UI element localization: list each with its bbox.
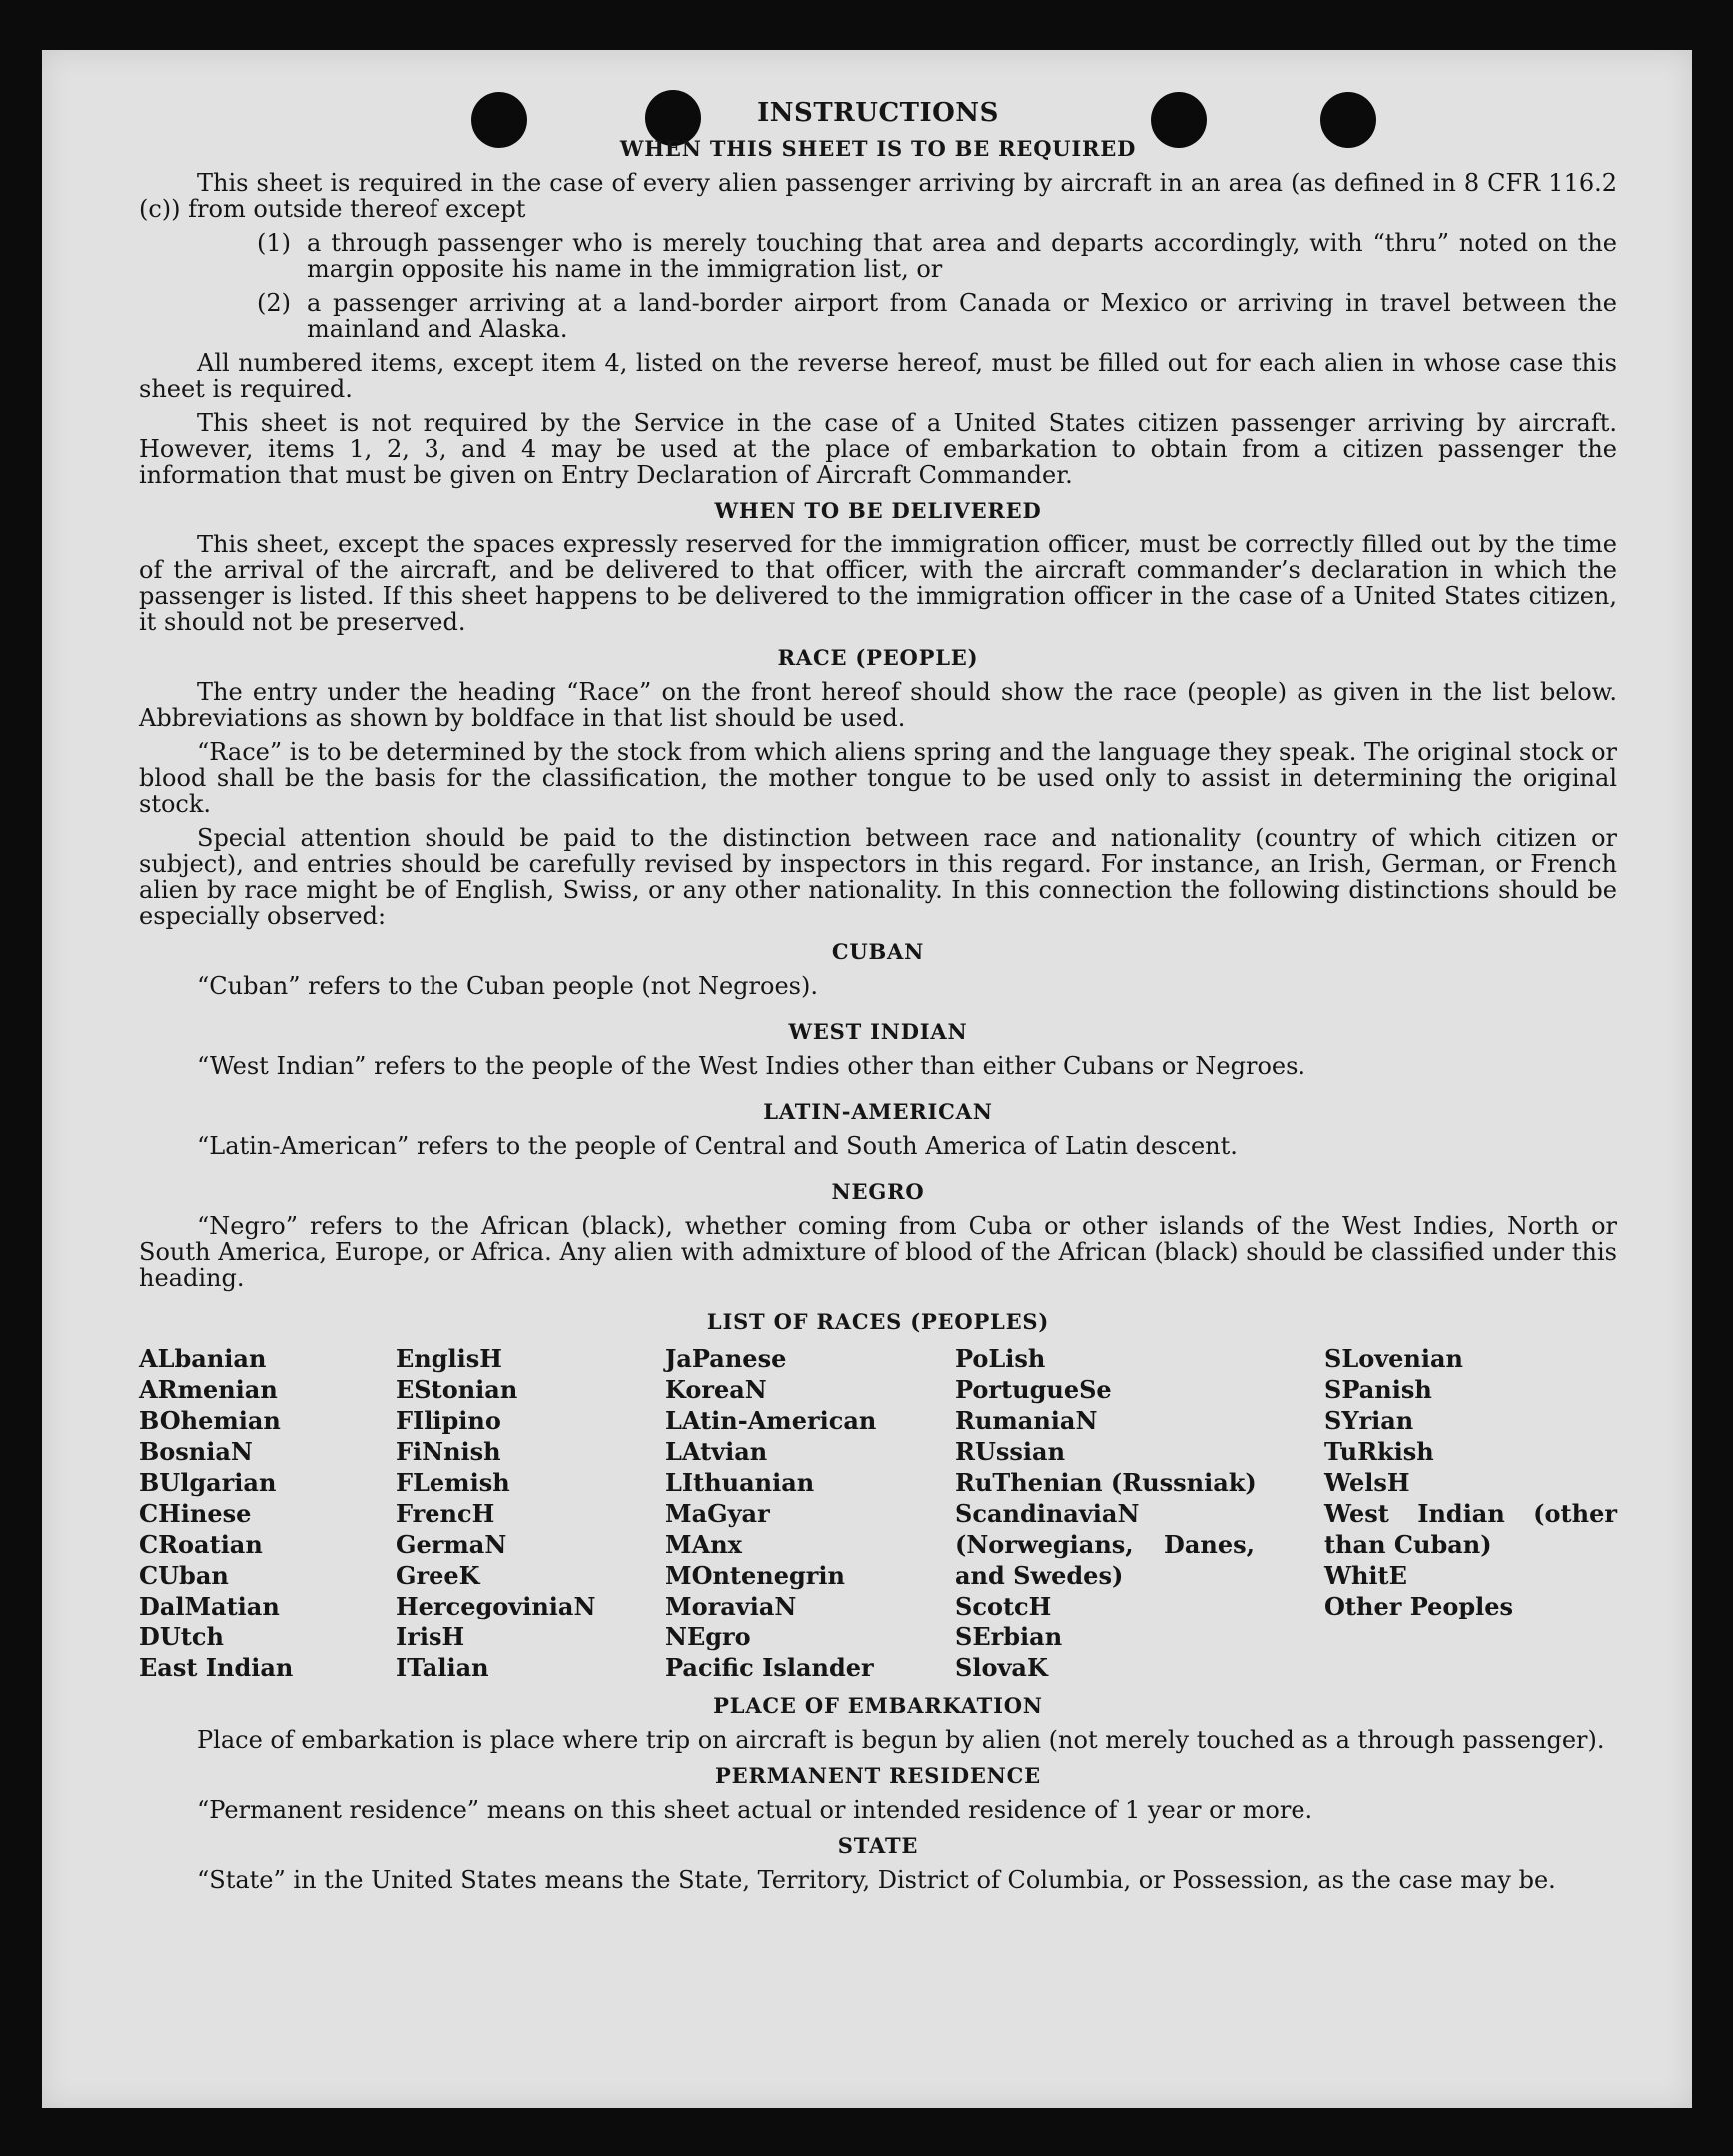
race-item: LAtvian [665,1437,768,1466]
latin-american-definition: “Latin-American” refers to the people of Central and South America of Latin descent. [197,1132,1238,1160]
race-item: FLemish [396,1468,510,1497]
citizen-paragraph: This sheet is not required by the Service in the case of a United States citizen passenger arriving by aircraft. However, items 1, 2, 3, and 4 may be used at the place of embarkation to obtain from a citizen passenger the information that must be given on Entry Declaration of Aircraft Commander. [139,409,1617,489]
race-item: FrencH [396,1499,495,1528]
negro-definition: “Negro” refers to the African (black), whether coming from Cuba or other islands of the West Indies, North or South America, Europe, or Africa. Any alien with admixture of blood of the African (black) should be classified under this heading. [139,1212,1617,1292]
race-item: SlovaK [955,1653,1048,1682]
race-item: KoreaN [665,1375,767,1404]
race-paragraph-2: “Race” is to be determined by the stock from which aliens spring and the language they speak. The original stock or blood shall be the basis for the classification, the mother tongue to be used only to assist in determining the original stock. [139,738,1617,818]
race-list [139,1343,1617,1683]
delivered-paragraph: This sheet, except the spaces expressly reserved for the immigration officer, must be correctly filled out by the time of the arrival of the aircraft, and be delivered to that officer, with the aircraft commander’s declaration in which the passenger is listed. If this sheet happens to be delivered to the immigration officer in the case of a United States citizen, it should not be preserved. [139,531,1617,636]
race-item: RUssian [955,1437,1066,1466]
race-item: SErbian [955,1622,1063,1651]
race-item: Pacific Islander [665,1653,874,1682]
race-item: West Indian (other than Cuban) [1324,1499,1617,1559]
race-item: DalMatian [139,1592,280,1620]
race-column-1 [139,1343,396,1683]
race-item: BOhemian [139,1406,281,1435]
race-item: EStonian [396,1375,518,1404]
race-item: MAnx [665,1530,742,1559]
race-item: CRoatian [139,1530,263,1559]
race-item: ARmenian [139,1375,278,1404]
item-number: (2) [257,289,291,317]
race-item: ALbanian [139,1344,267,1373]
race-column-2 [396,1343,665,1683]
race-item: Other Peoples [1324,1592,1514,1620]
item-number: (1) [257,229,291,257]
exception-item-1 [257,230,1617,282]
residence-definition: “Permanent residence” means on this sheet actual or intended residence of 1 year or more. [197,1796,1313,1824]
race-item: SLovenian [1324,1344,1463,1373]
race-item: ScandinaviaN (Norwegians, Danes, and Swedes) [955,1499,1255,1590]
race-item: PortugueSe [955,1375,1112,1404]
race-item: BUlgarian [139,1468,277,1497]
page-title: INSTRUCTIONS [757,98,999,128]
race-item: GermaN [396,1530,507,1559]
heading-when-required: WHEN THIS SHEET IS TO BE REQUIRED [619,136,1137,161]
race-column-4 [955,1343,1255,1683]
heading-latin-american: LATIN-AMERICAN [763,1099,993,1124]
race-item: TuRkish [1324,1437,1434,1466]
race-item: FiNnish [396,1437,501,1466]
race-item: NEgro [665,1622,751,1651]
race-item: East Indian [139,1653,294,1682]
race-item: DUtch [139,1622,224,1651]
document-page [42,50,1692,2108]
race-item: SPanish [1324,1375,1432,1404]
race-column-5 [1324,1343,1617,1683]
race-item: ScotcH [955,1592,1052,1620]
heading-permanent-residence: PERMANENT RESIDENCE [715,1763,1041,1788]
numbered-items-paragraph: All numbered items, except item 4, listed on the reverse hereof, must be filled out for each alien in whose case this sheet is required. [139,349,1617,403]
heading-place-of-embarkation: PLACE OF EMBARKATION [713,1693,1043,1718]
heading-cuban: CUBAN [831,939,925,964]
race-item: LIthuanian [665,1468,815,1497]
heading-race: RACE (PEOPLE) [777,645,979,670]
race-item: MoraviaN [665,1592,797,1620]
state-definition: “State” in the United States means the State, Territory, District of Columbia, or Possession, as the case may be. [197,1866,1556,1894]
race-paragraph-1: The entry under the heading “Race” on the front hereof should show the race (people) as given in the list below. Abbreviations as shown by boldface in that list should be used. [139,678,1617,732]
race-item: MOntenegrin [665,1561,845,1590]
race-item: PoLish [955,1344,1046,1373]
race-item: ITalian [396,1653,489,1682]
race-item: JaPanese [665,1344,787,1373]
race-item: FIlipino [396,1406,501,1435]
race-item: MaGyar [665,1499,770,1528]
heading-west-indian: WEST INDIAN [788,1019,968,1044]
race-item: BosniaN [139,1437,253,1466]
heading-negro: NEGRO [831,1179,925,1204]
heading-list-of-races: LIST OF RACES (PEOPLES) [706,1309,1050,1334]
cuban-definition: “Cuban” refers to the Cuban people (not Negroes). [197,972,818,1000]
instructions-content [139,100,1617,1893]
embarkation-definition: Place of embarkation is place where trip on aircraft is begun by alien (not merely touched as a through passenger). [197,1726,1605,1754]
race-paragraph-3: Special attention should be paid to the distinction between race and nationality (country of which citizen or subject), and entries should be carefully revised by inspectors in this regard. For instance, an Irish, German, or French alien by race might be of English, Swiss, or any other nationality. In this connection the following distinctions should be especially observed: [139,824,1617,930]
race-column-3 [665,1343,955,1683]
heading-when-delivered: WHEN TO BE DELIVERED [714,498,1042,523]
item-text: a passenger arriving at a land-border airport from Canada or Mexico or arriving in travel between the mainland and Alaska. [307,289,1617,343]
required-intro: This sheet is required in the case of every alien passenger arriving by aircraft in an area (as defined in 8 CFR 116.2 (c)) from outside thereof except [139,169,1617,223]
exception-item-2 [257,290,1617,342]
race-item: WelsH [1324,1468,1410,1497]
race-item: CUban [139,1561,229,1590]
item-text: a through passenger who is merely touching that area and departs accordingly, with “thru” noted on the margin opposite his name in the immigration list, or [307,229,1617,283]
race-item: CHinese [139,1499,252,1528]
race-item: IrisH [396,1622,465,1651]
race-item: HercegoviniaN [396,1592,596,1620]
race-item: LAtin-American [665,1406,877,1435]
race-item: GreeK [396,1561,480,1590]
race-item: RuThenian (Russniak) [955,1468,1257,1497]
race-item: RumaniaN [955,1406,1098,1435]
race-item: WhitE [1324,1561,1407,1590]
west-indian-definition: “West Indian” refers to the people of the West Indies other than either Cubans or Negroes. [197,1052,1306,1080]
race-item: EnglisH [396,1344,502,1373]
race-item: SYrian [1324,1406,1414,1435]
heading-state: STATE [837,1833,919,1858]
